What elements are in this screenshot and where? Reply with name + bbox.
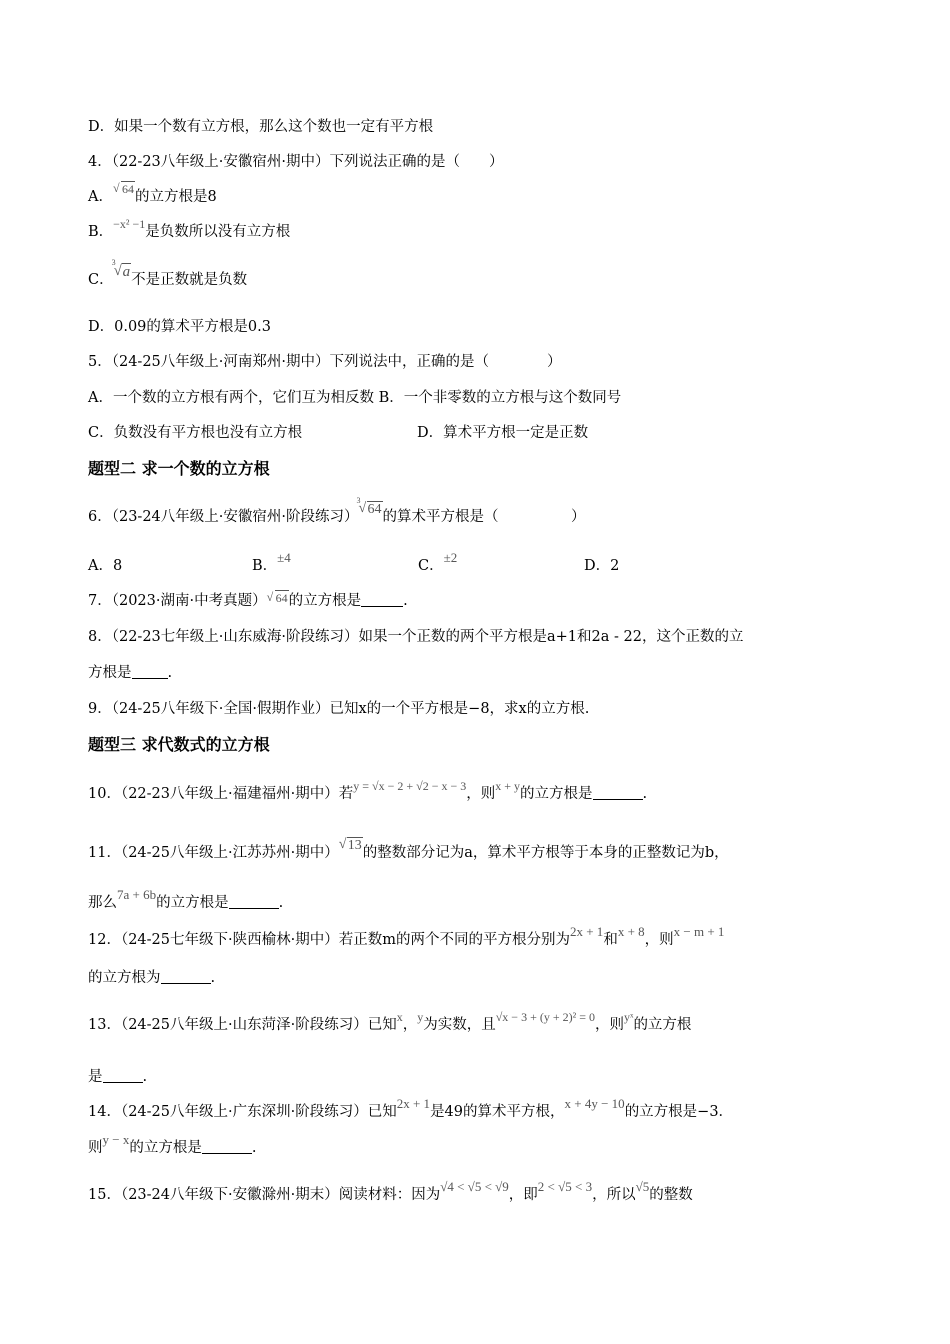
- math-expression: x + y: [495, 779, 521, 793]
- q4-option-d: D．0.09的算术平方根是0.3: [88, 319, 271, 335]
- q6-option-b: B．±4: [252, 550, 291, 574]
- q14-stem-line2: 则y − x的立方根是 .: [88, 1132, 257, 1156]
- q5-option-d: D．算术平方根一定是正数: [417, 425, 589, 441]
- q14-stem: 14．（24-25八年级上·广东深圳·阶段练习）已知2x + 1是49的算术平方根，x + 4y − 10的立方根是−3．: [88, 1096, 734, 1120]
- q5-option-ab: A．一个数的立方根有两个，它们互为相反数 B．一个非零数的立方根与这个数同号: [88, 390, 622, 406]
- q8-stem-line2: 方根是 .: [88, 665, 173, 681]
- q12-stem: 12．（24-25七年级下·陕西榆林·期中）若正数m的两个不同的平方根分别为2x + 1和x + 8，则x − m + 1: [88, 924, 725, 948]
- math-expression: √x − 3 + (y + 2)² = 0: [495, 1010, 595, 1024]
- math-expression: √4 < √5 < √9: [440, 1179, 509, 1194]
- cube-root-expression: 3 √ a: [111, 258, 131, 280]
- answer-blank[interactable]: [132, 664, 168, 679]
- q6-stem: 6．（23-24八年级上·安徽宿州·阶段练习） 3 √ 64的算术平方根是（ ）: [88, 496, 586, 525]
- sqrt-expression: √ 64: [112, 181, 134, 196]
- section-title: 题型二 求一个数的立方根: [88, 459, 270, 478]
- q13-stem-line2: 是 .: [88, 1069, 148, 1085]
- q4-stem: 4．（22-23八年级上·安徽宿州·期中）下列说法正确的是（ ）: [88, 154, 504, 170]
- q11-stem-line2: 那么7a + 6b的立方根是 .: [88, 887, 284, 911]
- q4-option-c: C． 3 √ a不是正数就是负数: [88, 258, 248, 288]
- math-expression: 2 < √5 < 3: [537, 1179, 593, 1194]
- answer-blank[interactable]: [161, 969, 211, 984]
- q13-stem: 13．（24-25八年级上·山东菏泽·阶段练习）已知$^x$，$^y$为实数，且$^{√x - 3 + (y + 2)^2 = 0}$，则$^{yˣ}$的立方根: [88, 1010, 692, 1033]
- q6-option-a: A．8: [88, 558, 123, 574]
- answer-blank[interactable]: [361, 592, 403, 607]
- section-title: 题型三 求代数式的立方根: [88, 735, 270, 754]
- answer-blank[interactable]: [229, 894, 279, 909]
- q6-option-c: C．±2: [418, 550, 458, 574]
- q5-option-c: C．负数没有平方根也没有立方根: [88, 425, 303, 441]
- cube-root-expression: 3 √ 64: [356, 496, 382, 517]
- answer-blank[interactable]: [202, 1139, 252, 1154]
- q8-stem: 8．（22-23七年级上·山东威海·阶段练习）如果一个正数的两个平方根是a+1和2a - 22，这个正数的立: [88, 629, 744, 645]
- q4-option-a: A． √ 64的立方根是8: [88, 181, 217, 205]
- sqrt-expression: √ 64: [266, 590, 288, 605]
- q12-stem-line2: 的立方根为 .: [88, 970, 216, 986]
- q10-stem: 10．（22-23八年级上·福建福州·期中）若$^{y = √x - 2 + √2 - x - 3}$，则$^{x + y}$的立方根是 .: [88, 779, 648, 802]
- math-expression: y = √x − 2 + √2 − x − 3: [353, 779, 467, 793]
- q4-option-b: B．$^{-x^2 -1}$是负数所以没有立方根: [88, 217, 291, 240]
- sqrt-expression: √ 13: [338, 837, 362, 853]
- q6-option-d: D．2: [584, 558, 620, 574]
- q9-stem: 9．（24-25八年级下·全国·假期作业）已知x的一个平方根是−8，求x的立方根.: [88, 701, 590, 717]
- q15-stem: 15．（23-24八年级下·安徽滁州·期末）阅读材料：因为√4 < √5 < √9，即2 < √5 < 3，所以√5的整数: [88, 1179, 693, 1203]
- q5-stem: 5．（24-25八年级上·河南郑州·期中）下列说法中，正确的是（ ）: [88, 354, 562, 370]
- answer-blank[interactable]: [593, 785, 643, 800]
- q7-stem: 7．（2023·湖南·中考真题） √ 64的立方根是 .: [88, 590, 408, 609]
- answer-blank[interactable]: [103, 1068, 143, 1083]
- q11-stem: 11．（24-25八年级上·江苏苏州·期中） √ 13的整数部分记为a，算术平方根等于本身的正整数记为b，: [88, 837, 729, 861]
- math-expression: −x² −1: [113, 217, 146, 231]
- q3-option-d: D．如果一个数有立方根，那么这个数也一定有平方根: [88, 119, 434, 135]
